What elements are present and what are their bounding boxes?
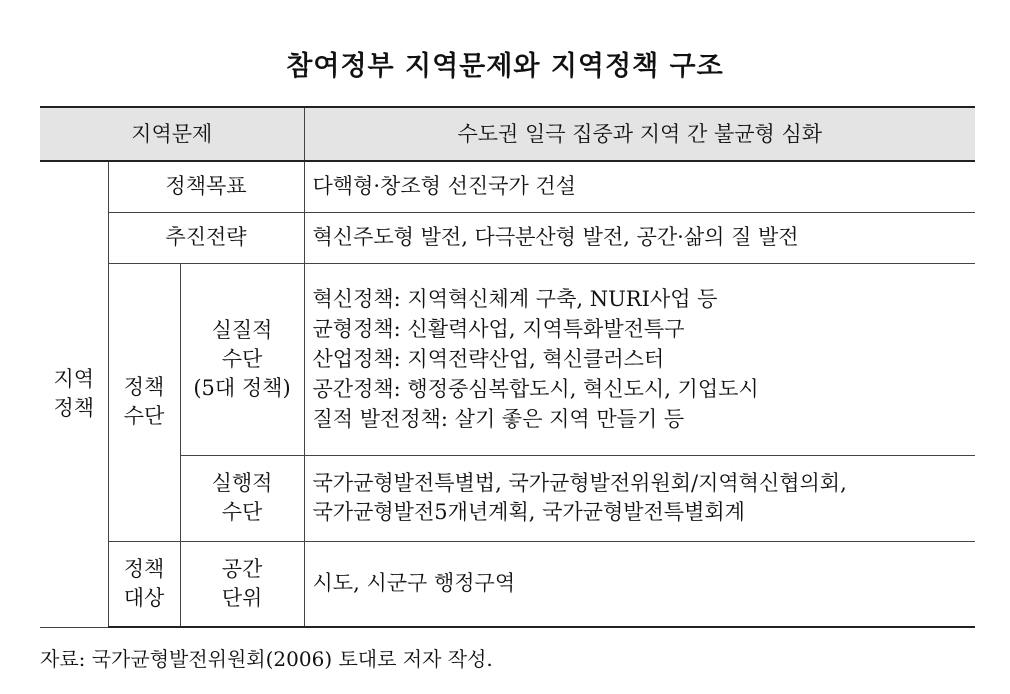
substantive-means-label: 실질적 수단 (5대 정책): [180, 263, 304, 455]
policy-structure-table: [40, 106, 975, 628]
list-item: 공간정책: 행정중심복합도시, 혁신도시, 기업도시: [312, 377, 759, 401]
header-label: 지역문제: [40, 107, 304, 161]
strategy-label: 추진전략: [108, 212, 304, 263]
policy-means-label: 정책 수단: [108, 263, 180, 541]
list-item: 국가균형발전5개년계획, 국가균형발전특별회계: [312, 500, 745, 524]
header-value: 수도권 일극 집중과 지역 간 불균형 심화: [304, 107, 975, 161]
list-item: 균형정책: 신활력사업, 지역특화발전특구: [312, 317, 685, 341]
goal-value: 다핵형·창조형 선진국가 건설: [304, 161, 975, 212]
table-header-row: [40, 107, 975, 161]
table-row-goal: [40, 161, 975, 212]
list-item: 질적 발전정책: 살기 좋은 지역 만들기 등: [312, 407, 685, 431]
spatial-unit-label: 공간 단위: [180, 541, 304, 627]
list-item: 국가균형발전특별법, 국가균형발전위원회/지역혁신협의회,: [312, 471, 847, 495]
table-row-executive: [40, 455, 975, 541]
table-row-strategy: [40, 212, 975, 263]
executive-means-list: [304, 455, 975, 541]
substantive-means-list: [304, 263, 975, 455]
regional-policy-label: 지역 정책: [40, 161, 108, 627]
policy-target-label: 정책 대상: [108, 541, 180, 627]
table-row-substantive: [40, 263, 975, 455]
page-title: 참여정부 지역문제와 지역정책 구조: [286, 51, 724, 82]
executive-means-label: 실행적 수단: [180, 455, 304, 541]
list-item: 혁신정책: 지역혁신체계 구축, NURI사업 등: [312, 287, 718, 311]
table-row-target: [40, 541, 975, 627]
strategy-value: 혁신주도형 발전, 다극분산형 발전, 공간·삶의 질 발전: [304, 212, 975, 263]
goal-label: 정책목표: [108, 161, 304, 212]
policy-target-value: 시도, 시군구 행정구역: [304, 541, 975, 627]
source-note: 자료: 국가균형발전위원회(2006) 토대로 저자 작성.: [40, 647, 493, 671]
list-item: 산업정책: 지역전략산업, 혁신클러스터: [312, 347, 665, 371]
